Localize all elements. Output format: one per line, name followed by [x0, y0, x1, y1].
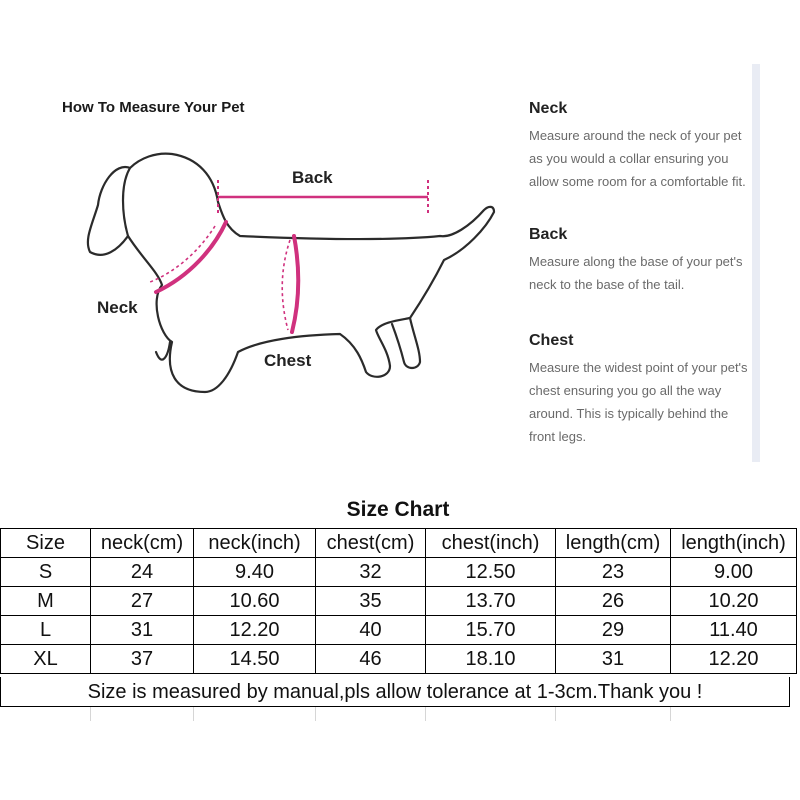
table-row: [1, 645, 797, 674]
size-chart-title: Size Chart: [346, 498, 450, 521]
table-cell: 31: [91, 616, 194, 645]
table-cell: 31: [556, 645, 671, 674]
dog-hind-leg: [392, 318, 420, 368]
faint-gridline: [315, 707, 316, 721]
size-chart-table: [0, 528, 797, 674]
faint-gridline: [90, 707, 91, 721]
table-cell: 24: [91, 558, 194, 587]
table-row: [1, 587, 797, 616]
faint-gridline: [193, 707, 194, 721]
table-cell: 15.70: [426, 616, 556, 645]
table-cell: S: [1, 558, 91, 587]
table-row: [1, 616, 797, 645]
chest-instructions: [529, 332, 749, 448]
faint-gridline: [555, 707, 556, 721]
table-cell: M: [1, 587, 91, 616]
chest-heading: Chest: [529, 332, 574, 349]
back-label: Back: [292, 168, 333, 187]
guide-title: How To Measure Your Pet: [62, 99, 245, 116]
neck-instructions: [529, 100, 749, 193]
faint-gridline: [670, 707, 671, 721]
chest-text: Measure the widest point of your pet's chest ensuring you go all the way around. This is typically behind the front legs.: [529, 360, 748, 444]
header-cell: neck(cm): [91, 529, 194, 558]
table-row: [1, 558, 797, 587]
table-cell: 18.10: [426, 645, 556, 674]
table-cell: L: [1, 616, 91, 645]
back-instructions: [529, 226, 749, 296]
table-cell: 35: [316, 587, 426, 616]
table-cell: XL: [1, 645, 91, 674]
table-cell: 14.50: [194, 645, 316, 674]
header-cell: length(inch): [671, 529, 797, 558]
chest-measure-band: [292, 236, 298, 332]
table-cell: 32: [316, 558, 426, 587]
header-cell: length(cm): [556, 529, 671, 558]
table-cell: 46: [316, 645, 426, 674]
tolerance-note: Size is measured by manual,pls allow tolerance at 1-3cm.Thank you !: [0, 677, 790, 707]
header-cell: chest(cm): [316, 529, 426, 558]
table-cell: 40: [316, 616, 426, 645]
table-cell: 9.00: [671, 558, 797, 587]
table-cell: 23: [556, 558, 671, 587]
dog-front-leg: [156, 342, 170, 360]
neck-text: Measure around the neck of your pet as you would a collar ensuring you allow some room for a comfortable fit.: [529, 128, 746, 189]
chest-label: Chest: [264, 351, 312, 370]
side-divider: [752, 64, 760, 462]
dog-ear: [123, 168, 130, 236]
table-cell: 12.20: [194, 616, 316, 645]
table-cell: 10.60: [194, 587, 316, 616]
table-cell: 9.40: [194, 558, 316, 587]
table-cell: 27: [91, 587, 194, 616]
neck-measure-band: [156, 222, 226, 292]
table-cell: 12.20: [671, 645, 797, 674]
table-cell: 12.50: [426, 558, 556, 587]
back-text: Measure along the base of your pet's neck to the base of the tail.: [529, 254, 743, 292]
faint-gridline: [425, 707, 426, 721]
neck-label: Neck: [97, 298, 138, 317]
header-cell: chest(inch): [426, 529, 556, 558]
table-cell: 26: [556, 587, 671, 616]
table-cell: 37: [91, 645, 194, 674]
table-cell: 10.20: [671, 587, 797, 616]
table-header-row: [1, 529, 797, 558]
neck-heading: Neck: [529, 100, 568, 117]
header-cell: Size: [1, 529, 91, 558]
back-heading: Back: [529, 226, 568, 243]
table-cell: 29: [556, 616, 671, 645]
table-cell: 13.70: [426, 587, 556, 616]
table-cell: 11.40: [671, 616, 797, 645]
header-cell: neck(inch): [194, 529, 316, 558]
chest-measure-back: [282, 240, 290, 330]
